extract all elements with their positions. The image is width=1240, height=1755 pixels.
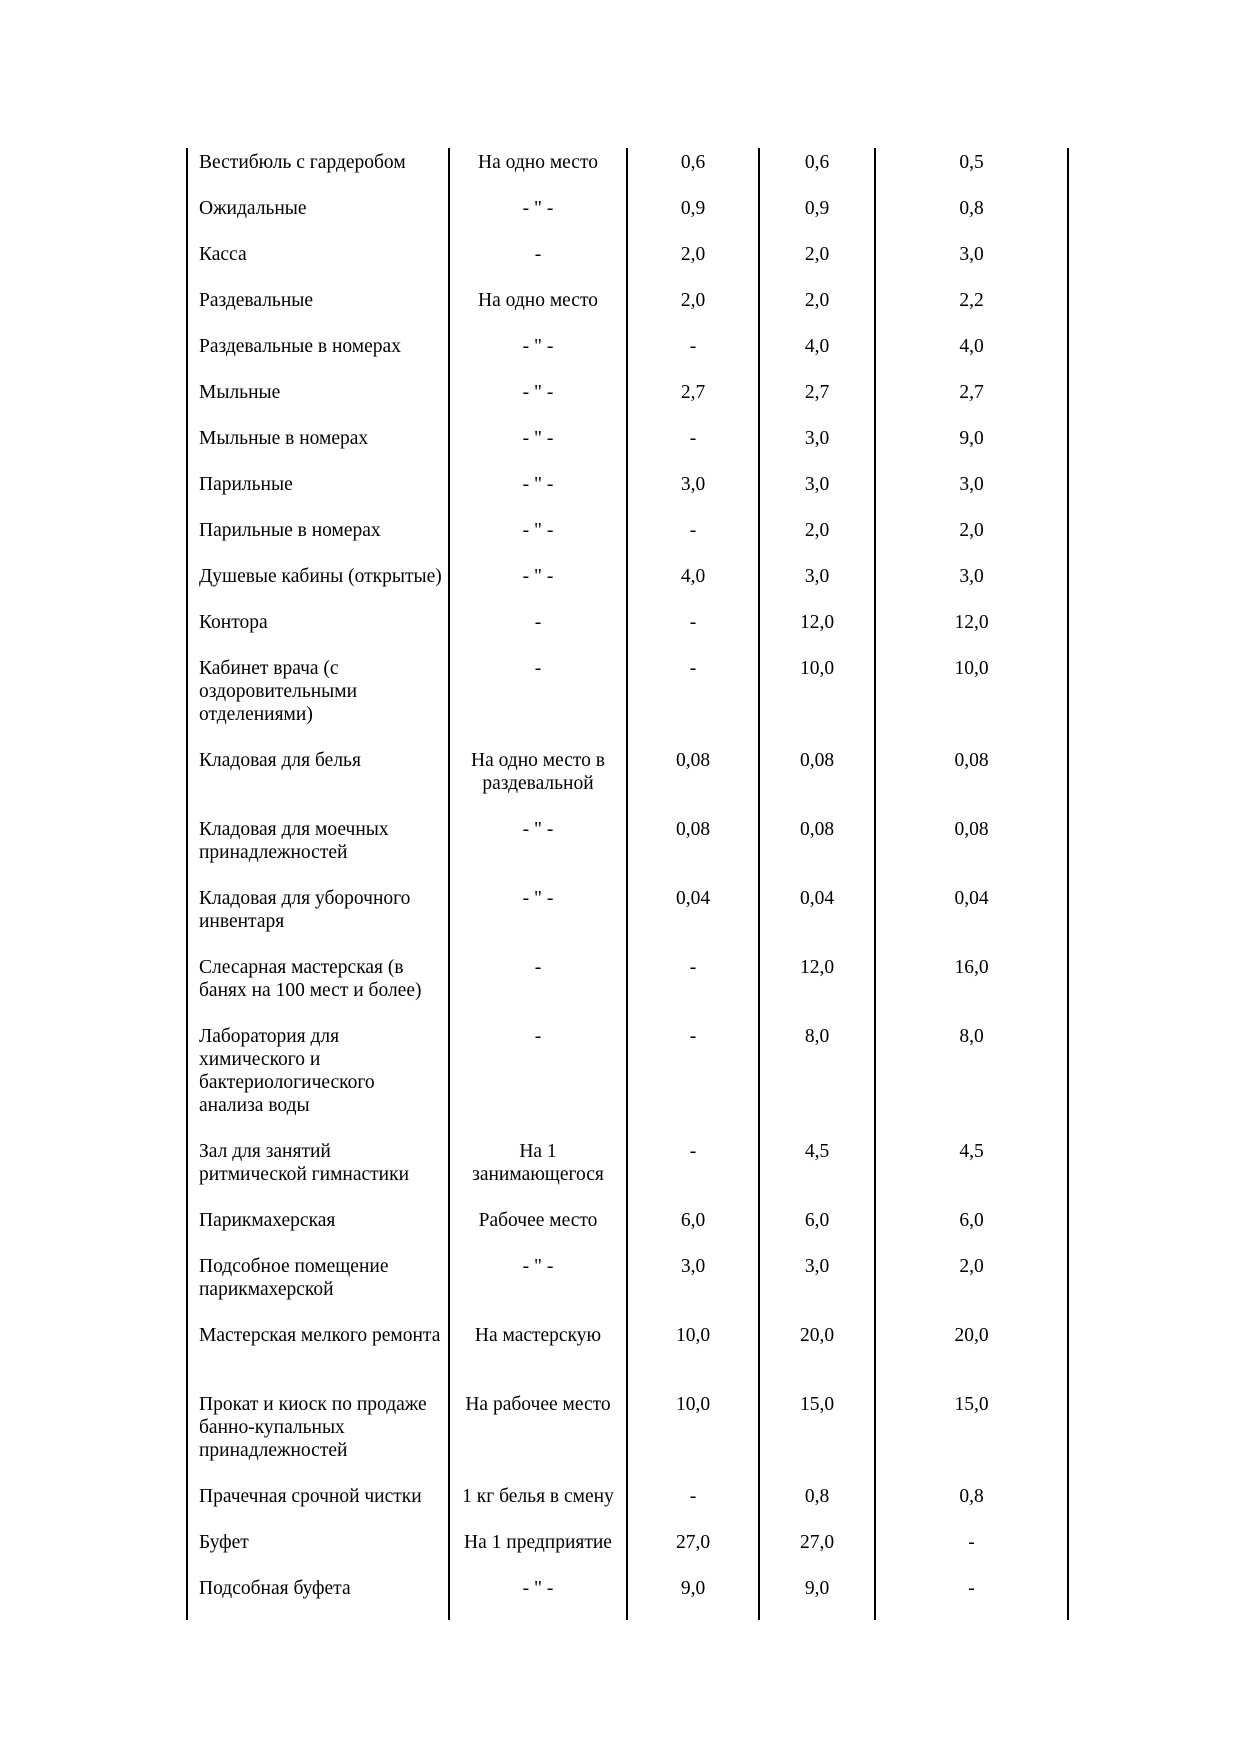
cell-value-3: 12,0 — [875, 608, 1068, 654]
cell-room-name: Контора — [187, 608, 449, 654]
cell-room-name: Кладовая для уборочного инвентаря — [187, 884, 449, 953]
cell-value-1: 2,0 — [627, 286, 759, 332]
cell-unit: - — [449, 240, 627, 286]
cell-value-2: 12,0 — [759, 953, 875, 1022]
table-row — [187, 1206, 1068, 1252]
cell-room-name: Кладовая для моечных принадлежностей — [187, 815, 449, 884]
cell-room-name: Раздевальные — [187, 286, 449, 332]
table-row — [187, 815, 1068, 884]
cell-value-1: - — [627, 1137, 759, 1206]
cell-value-3: 3,0 — [875, 240, 1068, 286]
cell-unit: - " - — [449, 194, 627, 240]
cell-value-1: 0,6 — [627, 148, 759, 194]
table-row — [187, 516, 1068, 562]
cell-value-2: 0,08 — [759, 815, 875, 884]
cell-room-name: Зал для занятий ритмической гимнастики — [187, 1137, 449, 1206]
cell-room-name: Парикмахерская — [187, 1206, 449, 1252]
cell-unit: - " - — [449, 1574, 627, 1620]
cell-value-3: 20,0 — [875, 1321, 1068, 1390]
cell-value-1: - — [627, 608, 759, 654]
cell-unit: На 1 предприятие — [449, 1528, 627, 1574]
table-row — [187, 953, 1068, 1022]
cell-value-1: 6,0 — [627, 1206, 759, 1252]
cell-value-3: 3,0 — [875, 562, 1068, 608]
cell-room-name: Кладовая для белья — [187, 746, 449, 815]
cell-value-1: 3,0 — [627, 470, 759, 516]
cell-room-name: Парильные — [187, 470, 449, 516]
cell-value-2: 3,0 — [759, 1252, 875, 1321]
cell-value-1: - — [627, 424, 759, 470]
cell-value-1: - — [627, 1022, 759, 1137]
cell-value-2: 2,0 — [759, 286, 875, 332]
table-row — [187, 286, 1068, 332]
cell-room-name: Парильные в номерах — [187, 516, 449, 562]
cell-value-1: 0,08 — [627, 746, 759, 815]
cell-unit: На мастерскую — [449, 1321, 627, 1390]
table-row — [187, 746, 1068, 815]
table-row — [187, 332, 1068, 378]
table-row — [187, 884, 1068, 953]
cell-value-3: 0,08 — [875, 815, 1068, 884]
cell-room-name: Буфет — [187, 1528, 449, 1574]
cell-unit: - " - — [449, 516, 627, 562]
cell-value-2: 4,0 — [759, 332, 875, 378]
cell-value-2: 0,6 — [759, 148, 875, 194]
table-row — [187, 1482, 1068, 1528]
table-row — [187, 608, 1068, 654]
cell-value-1: 10,0 — [627, 1321, 759, 1390]
cell-value-2: 2,0 — [759, 516, 875, 562]
cell-unit: На одно место в раздевальной — [449, 746, 627, 815]
cell-value-2: 9,0 — [759, 1574, 875, 1620]
cell-value-2: 3,0 — [759, 470, 875, 516]
cell-value-2: 10,0 — [759, 654, 875, 746]
cell-value-3: 2,0 — [875, 1252, 1068, 1321]
table-row — [187, 654, 1068, 746]
cell-room-name: Кабинет врача (с оздоровительными отделениями) — [187, 654, 449, 746]
cell-value-2: 0,04 — [759, 884, 875, 953]
cell-room-name: Подсобное помещение парикмахерской — [187, 1252, 449, 1321]
cell-value-3: - — [875, 1574, 1068, 1620]
cell-value-3: 4,5 — [875, 1137, 1068, 1206]
cell-value-1: - — [627, 332, 759, 378]
cell-value-3: 15,0 — [875, 1390, 1068, 1482]
cell-value-2: 0,8 — [759, 1482, 875, 1528]
cell-unit: На 1 занимающегося — [449, 1137, 627, 1206]
table-row — [187, 1137, 1068, 1206]
cell-value-2: 20,0 — [759, 1321, 875, 1390]
cell-value-3: 0,08 — [875, 746, 1068, 815]
table-body — [187, 148, 1068, 1620]
cell-value-2: 8,0 — [759, 1022, 875, 1137]
cell-value-3: 0,5 — [875, 148, 1068, 194]
cell-unit: - " - — [449, 884, 627, 953]
area-norms-table — [186, 148, 1069, 1620]
cell-room-name: Мыльные в номерах — [187, 424, 449, 470]
cell-value-3: 2,0 — [875, 516, 1068, 562]
cell-room-name: Раздевальные в номерах — [187, 332, 449, 378]
cell-value-1: 0,04 — [627, 884, 759, 953]
cell-unit: - — [449, 608, 627, 654]
table-row — [187, 1252, 1068, 1321]
cell-unit: - " - — [449, 815, 627, 884]
cell-value-1: 2,0 — [627, 240, 759, 286]
cell-room-name: Душевые кабины (открытые) — [187, 562, 449, 608]
cell-value-3: 10,0 — [875, 654, 1068, 746]
cell-room-name: Мыльные — [187, 378, 449, 424]
cell-value-3: 3,0 — [875, 470, 1068, 516]
cell-room-name: Ожидальные — [187, 194, 449, 240]
cell-unit: 1 кг белья в смену — [449, 1482, 627, 1528]
cell-value-3: 2,2 — [875, 286, 1068, 332]
cell-unit: Рабочее место — [449, 1206, 627, 1252]
cell-unit: - — [449, 654, 627, 746]
cell-value-3: 0,8 — [875, 194, 1068, 240]
cell-value-3: 8,0 — [875, 1022, 1068, 1137]
cell-unit: - " - — [449, 424, 627, 470]
cell-value-2: 2,0 — [759, 240, 875, 286]
cell-value-1: 2,7 — [627, 378, 759, 424]
cell-value-2: 0,9 — [759, 194, 875, 240]
table-row — [187, 424, 1068, 470]
cell-value-1: 0,08 — [627, 815, 759, 884]
cell-unit: - " - — [449, 332, 627, 378]
cell-value-2: 12,0 — [759, 608, 875, 654]
cell-value-2: 6,0 — [759, 1206, 875, 1252]
table-row — [187, 1528, 1068, 1574]
cell-value-1: 9,0 — [627, 1574, 759, 1620]
table-row — [187, 194, 1068, 240]
cell-value-3: 6,0 — [875, 1206, 1068, 1252]
cell-value-1: - — [627, 953, 759, 1022]
cell-value-2: 3,0 — [759, 424, 875, 470]
cell-unit: - — [449, 953, 627, 1022]
cell-unit: На одно место — [449, 286, 627, 332]
cell-value-2: 3,0 — [759, 562, 875, 608]
table-row — [187, 562, 1068, 608]
cell-room-name: Прачечная срочной чистки — [187, 1482, 449, 1528]
cell-value-1: 27,0 — [627, 1528, 759, 1574]
cell-value-3: 4,0 — [875, 332, 1068, 378]
table-row — [187, 470, 1068, 516]
cell-unit: На одно место — [449, 148, 627, 194]
cell-value-2: 27,0 — [759, 1528, 875, 1574]
cell-unit: - — [449, 1022, 627, 1137]
cell-unit: - " - — [449, 562, 627, 608]
table-row — [187, 1321, 1068, 1390]
cell-value-1: 4,0 — [627, 562, 759, 608]
cell-value-2: 4,5 — [759, 1137, 875, 1206]
cell-value-1: - — [627, 1482, 759, 1528]
cell-value-1: 3,0 — [627, 1252, 759, 1321]
table-row — [187, 378, 1068, 424]
cell-unit: - " - — [449, 378, 627, 424]
cell-value-1: 0,9 — [627, 194, 759, 240]
table-row — [187, 1022, 1068, 1137]
table-row — [187, 148, 1068, 194]
cell-value-2: 2,7 — [759, 378, 875, 424]
cell-value-3: 9,0 — [875, 424, 1068, 470]
cell-value-1: - — [627, 516, 759, 562]
table-row — [187, 240, 1068, 286]
cell-value-3: 16,0 — [875, 953, 1068, 1022]
cell-room-name: Мастерская мелкого ремонта — [187, 1321, 449, 1390]
cell-room-name: Лаборатория для химического и бактериологического анализа воды — [187, 1022, 449, 1137]
cell-value-1: - — [627, 654, 759, 746]
cell-room-name: Подсобная буфета — [187, 1574, 449, 1620]
cell-room-name: Касса — [187, 240, 449, 286]
cell-unit: На рабочее место — [449, 1390, 627, 1482]
cell-value-3: 0,8 — [875, 1482, 1068, 1528]
cell-value-3: - — [875, 1528, 1068, 1574]
table-row — [187, 1574, 1068, 1620]
cell-value-3: 2,7 — [875, 378, 1068, 424]
table-row — [187, 1390, 1068, 1482]
cell-room-name: Прокат и киоск по продаже банно-купальных принадлежностей — [187, 1390, 449, 1482]
cell-value-2: 0,08 — [759, 746, 875, 815]
cell-room-name: Слесарная мастерская (в банях на 100 мест и более) — [187, 953, 449, 1022]
cell-value-3: 0,04 — [875, 884, 1068, 953]
cell-value-2: 15,0 — [759, 1390, 875, 1482]
cell-unit: - " - — [449, 1252, 627, 1321]
cell-unit: - " - — [449, 470, 627, 516]
cell-room-name: Вестибюль с гардеробом — [187, 148, 449, 194]
cell-value-1: 10,0 — [627, 1390, 759, 1482]
